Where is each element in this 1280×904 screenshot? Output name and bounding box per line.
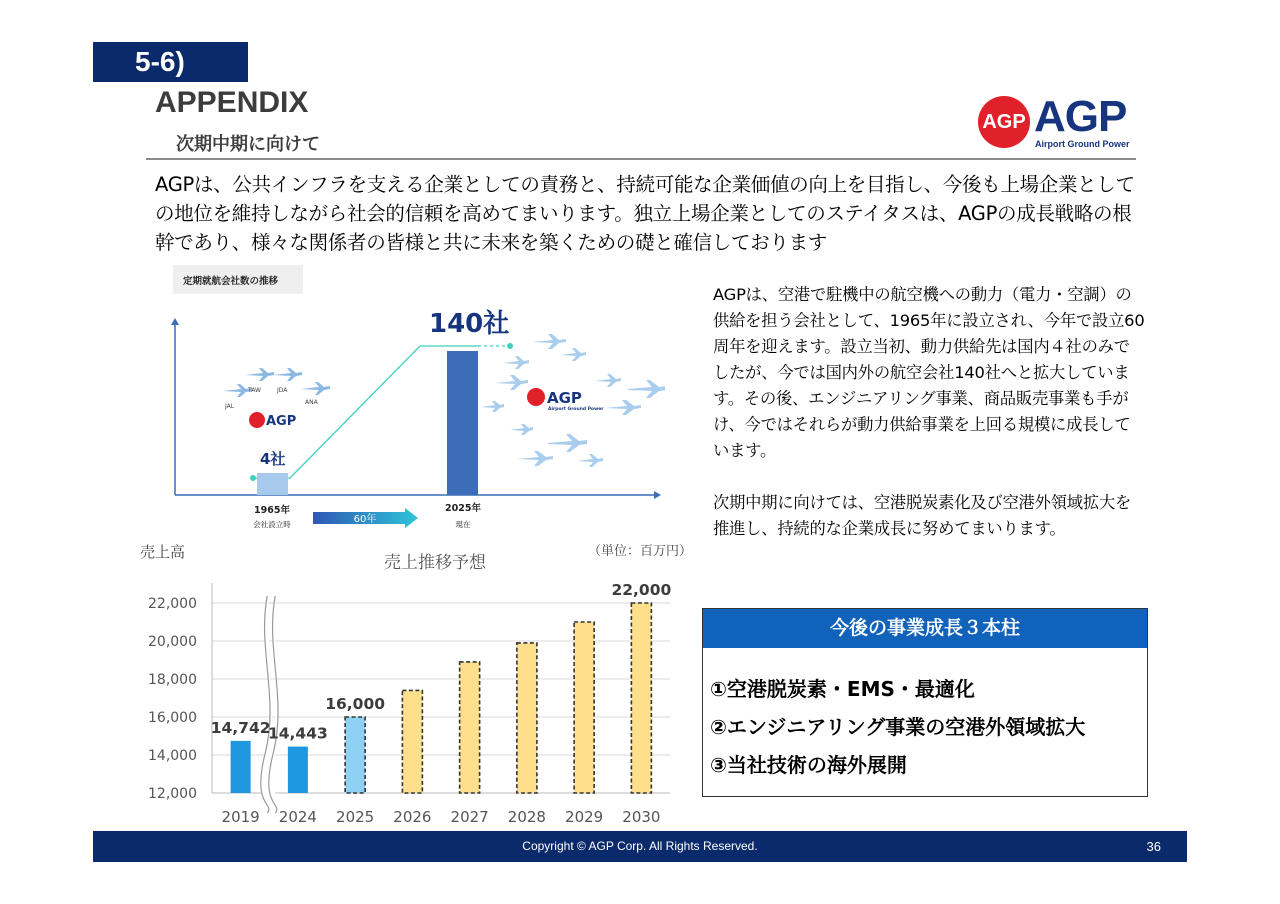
sales-forecast-chart [135,538,700,830]
agp-logo [978,92,1138,154]
history-infographic [165,265,665,535]
agp-logo-name: AGP [1034,92,1127,141]
plane-icon [628,380,665,398]
sales-x-tick-2024: 2024 [278,808,317,826]
growth-pillars-heading: 今後の事業成長３本柱 [703,609,1147,648]
airline-label-jda: JDA [277,387,288,394]
sales-x-tick-2026: 2026 [393,808,432,826]
plane-icon [481,401,504,412]
sales-bars [231,603,652,793]
plane-icon [548,434,587,452]
history-value-1965: 4社 [260,450,286,468]
sales-y-axis-title: 売上高 [140,543,186,561]
sales-data-labels [211,581,672,743]
description-paragraph-2: 次期中期に向けては、空港脱炭素化及び空港外領域拡大を推進し、持続的な企業成長に努めてまいります。 [713,493,1132,538]
history-caption-2025: 現在 [455,520,471,529]
sales-y-tick-label: 20,000 [148,634,197,650]
plane-icon [503,356,529,369]
intro-paragraph: AGPは、公共インフラを支える企業としての責務と、持続可能な企業価値の向上を目指し、今後も上場企業としての地位を維持しながら社会的信頼を高めてまいります。独立上場企業としてのステイタスは、AGPの成長戦略の根幹であり、様々な関係者の皆様と共に未来を築くための礎と確信しております [155,173,1135,254]
sales-bar-2024 [288,747,308,793]
growth-pillars-box [702,608,1148,797]
sales-axis-break [261,596,278,813]
plane-icon [605,400,641,415]
sales-bar-2019 [231,741,251,793]
plane-icon [245,368,274,381]
history-growth-line [253,346,478,478]
sales-bar-2026 [402,690,422,793]
plane-icon [560,348,586,361]
plane-icon [301,382,330,395]
sales-y-tick-label: 22,000 [148,596,197,612]
sales-bar-2030 [631,603,651,793]
agp-logo-mark-icon: AGP [978,96,1030,148]
sales-x-tick-labels [222,808,661,826]
history-year-2025: 2025年 [445,503,481,514]
sales-data-label-2019: 14,742 [210,718,271,737]
page-title: APPENDIX [155,86,309,119]
plane-icon [517,451,553,466]
sales-y-tick-labels [148,596,197,802]
plane-icon [577,454,603,467]
history-value-2025: 140社 [429,309,510,339]
sales-y-tick-label: 12,000 [148,786,197,802]
history-bar-1965 [257,473,288,495]
airline-count-history [165,265,665,535]
title-divider [146,158,1136,160]
airline-label-ana: ANA [305,399,318,406]
sales-bar-2028 [517,643,537,793]
history-caption-1965: 会社設立時 [253,520,291,529]
history-bar-2025 [447,351,478,495]
sales-chart-svg [135,538,700,830]
growth-pillar-item: ②エンジニアリング事業の空港外領域拡大 [710,715,1086,739]
growth-pillar-item: ③当社技術の海外展開 [710,753,907,777]
center-agp-tagline: Airport Ground Power [548,407,604,412]
sales-y-tick-label: 16,000 [148,710,197,726]
sales-unit-label: （単位：百万円） [587,544,692,559]
small-agp-logo: AGP [266,414,297,429]
sales-bar-2029 [574,622,594,793]
company-description [713,282,1145,542]
history-year-1965: 1965年 [254,505,290,516]
center-agp-logo: AGP [547,389,582,407]
growth-pillars-list [703,648,1147,784]
sales-x-tick-2019: 2019 [221,808,260,826]
sales-chart-title: 売上推移予想 [384,553,486,573]
footer-bar [93,831,1187,862]
airline-label-taw: TAW [248,387,261,394]
sales-x-tick-2025: 2025 [336,808,375,826]
page-number: 36 [1146,839,1161,854]
plane-icon [510,424,533,435]
sales-data-label-2024: 14,443 [267,724,328,743]
plane-icon [495,375,528,390]
sales-bar-2025 [345,717,365,793]
page-subtitle: 次期中期に向けて [176,134,320,155]
plane-icon [533,334,566,349]
plane-icon [595,374,621,387]
agp-logo-tagline: Airport Ground Power [1035,139,1130,149]
sales-y-tick-label: 14,000 [148,748,197,764]
sales-x-tick-2029: 2029 [565,808,604,826]
history-title: 定期就航会社数の推移 [183,276,279,287]
history-y-axis-arrow-icon [171,318,179,325]
sales-bar-2027 [460,662,480,793]
sales-x-tick-2027: 2027 [450,808,489,826]
copyright-text: Copyright © AGP Corp. All Rights Reserved. [522,839,758,853]
plane-icon [273,368,302,381]
description-paragraph-1: AGPは、空港で駐機中の航空機への動力（電力・空調）の供給を担う会社として、1965年に設立され、今年で設立60周年を迎えます。設立当初、動力供給先は国内４社のみでしたが、今では国内外の航空会社140社へと拡大しています。その後、エンジニアリング事業、商品販売事業も手がけ、今ではそれらが動力供給事業を上回る規模に成長しています。 [713,285,1145,460]
sales-y-tick-label: 18,000 [148,672,197,688]
sales-x-tick-2028: 2028 [507,808,546,826]
sales-data-label-2030: 22,000 [611,581,672,599]
sixty-years-label: 60年 [353,514,377,525]
sales-data-label-2025: 16,000 [325,695,386,713]
small-agp-mark-icon [249,412,265,428]
history-x-axis-arrow-icon [654,491,661,499]
section-number-badge: 5-6) [93,42,248,82]
center-agp-mark-icon [527,388,545,406]
growth-pillar-item: ①空港脱炭素・EMS・最適化 [710,677,975,701]
airline-label-jal: JAL [225,403,235,410]
sales-x-tick-2030: 2030 [622,808,661,826]
